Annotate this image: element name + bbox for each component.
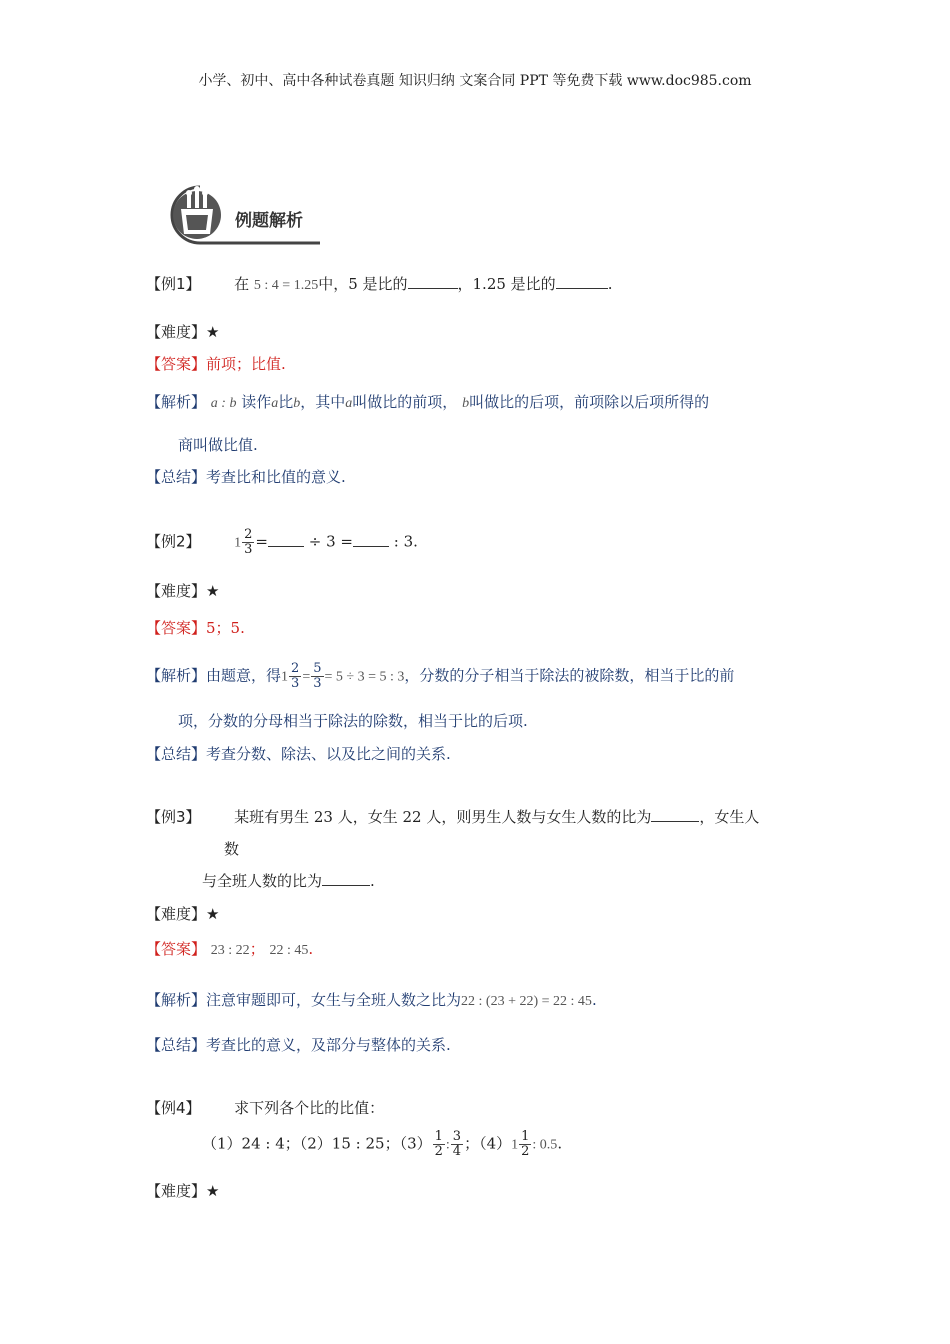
section-title: 例题解析: [235, 211, 303, 231]
difficulty-star: ★: [206, 905, 220, 923]
example-2-summary: 【总结】考查分数、除法、以及比之间的关系.: [146, 745, 451, 763]
answer-blank: [408, 274, 458, 289]
example-2-answer: 【答案】5；5.: [146, 619, 245, 637]
example-1-analysis-cont: 商叫做比值.: [178, 436, 258, 454]
example-4-question: 【例4】 求下列各个比的比值：: [146, 1099, 385, 1117]
fraction: $\frac{1}{2}$: [521, 1129, 530, 1159]
section-banner: [160, 182, 330, 248]
fraction: $\frac{1}{2}$: [434, 1129, 443, 1159]
answer-blank: [651, 807, 699, 822]
example-1-summary: 【总结】考查比和比值的意义.: [146, 468, 346, 486]
example-3-answer: 【答案】 23 : 22； 22 : 45.: [146, 940, 314, 958]
example-3-difficulty: 【难度】★: [146, 905, 220, 923]
answer-blank: [353, 532, 389, 547]
difficulty-star: ★: [206, 582, 220, 600]
page-header: 小学、初中、高中各种试卷真题 知识归纳 文案合同 PPT 等免费下载 www.doc985.com: [198, 73, 752, 89]
difficulty-star: ★: [206, 323, 220, 341]
difficulty-star: ★: [206, 1182, 220, 1200]
example-3-analysis: 【解析】注意审题即可，女生与全班人数之比为22 : (23 + 22) = 22 : 45.: [146, 991, 597, 1009]
example-2-question: 【例2】 1 $\frac{2}{3}$ = ÷ 3 = : 3.: [146, 527, 418, 557]
answer-blank: [268, 532, 304, 547]
example-2-difficulty: 【难度】★: [146, 582, 220, 600]
example-3-summary: 【总结】考查比的意义，及部分与整体的关系.: [146, 1036, 451, 1054]
example-3-question-cont: 与全班人数的比为 .: [202, 872, 375, 890]
fraction: $\frac{2}{3}$: [291, 661, 300, 691]
example-2-analysis: 【解析】由题意，得1 $\frac{2}{3}$ = $\frac{5}{3}$ = 5 ÷ 3 = 5 : 3，分数的分子相当于除法的被除数，相当于比的前: [146, 661, 735, 691]
example-1-answer: 【答案】前项；比值.: [146, 355, 286, 373]
example-4-parts: （1）24 : 4；（2）15 : 25；（3） $\frac{1}{2}$ : $\frac{3}{4}$ ；（4）1 $\frac{1}{2}$ : 0.5.: [202, 1129, 563, 1159]
example-3-question-wrap: 数: [224, 840, 240, 858]
answer-blank: [556, 274, 608, 289]
fraction: $\frac{5}{3}$: [313, 661, 322, 691]
example-4-difficulty: 【难度】★: [146, 1182, 220, 1200]
fraction: $\frac{2}{3}$: [244, 527, 253, 557]
example-2-analysis-cont: 项，分数的分母相当于除法的除数，相当于比的后项.: [178, 712, 528, 730]
example-tag: 【例1】: [146, 275, 201, 293]
answer-blank: [322, 871, 370, 886]
example-1-difficulty: 【难度】★: [146, 323, 220, 341]
example-1-question: 【例1】 在 5 : 4 = 1.25中，5 是比的 ，1.25 是比的 .: [146, 275, 613, 293]
example-1-analysis: 【解析】 a : b 读作a比b，其中a叫做比的前项， b叫做比的后项，前项除以后项所得的: [146, 393, 710, 411]
fraction: $\frac{3}{4}$: [452, 1129, 462, 1159]
example-3-question: 【例3】 某班有男生 23 人，女生 22 人，则男生人数与女生人数的比为 ，女生人: [146, 808, 760, 826]
